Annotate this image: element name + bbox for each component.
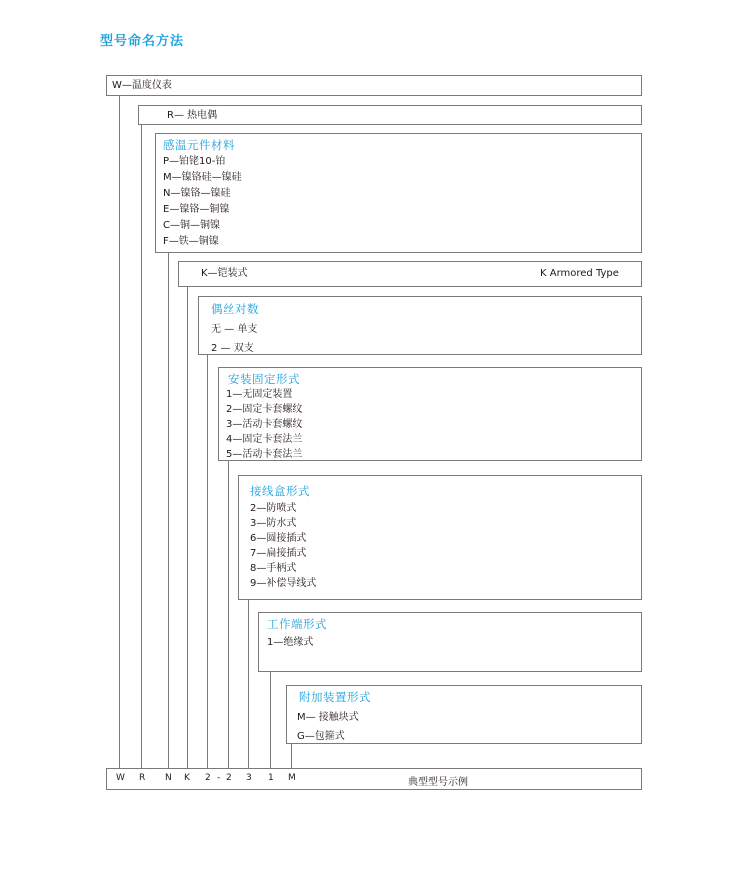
- list-item: 1—绝缘式: [267, 637, 314, 648]
- list-item: E—镍铬—铜镍: [163, 204, 230, 215]
- connector-line-end: [270, 671, 271, 769]
- model-char-k: K: [184, 773, 190, 783]
- junction-heading: 接线盒形式: [250, 484, 310, 498]
- model-char-n: N: [165, 773, 172, 783]
- mounting-heading: 安装固定形式: [228, 372, 300, 386]
- accessory-list: [297, 708, 359, 746]
- connector-line-acc: [291, 743, 292, 769]
- list-item: 2—固定卡套螺纹: [226, 404, 303, 415]
- list-item: 8—手柄式: [250, 563, 297, 574]
- list-item: 5—活动卡套法兰: [226, 449, 303, 460]
- list-item: 3—防水式: [250, 518, 297, 529]
- list-item: 4—固定卡套法兰: [226, 434, 303, 445]
- model-char-dash: -: [217, 773, 221, 783]
- list-item: 3—活动卡套螺纹: [226, 419, 303, 430]
- armored-english: K Armored Type: [540, 268, 619, 279]
- armored-label: K—铠装式: [201, 268, 248, 279]
- connector-line-pairs: [207, 354, 208, 769]
- connector-line-w: [119, 95, 120, 769]
- list-item: F—铁—铜镍: [163, 236, 219, 247]
- list-item: 2 — 双支: [211, 343, 254, 354]
- level2-label: R— 热电偶: [167, 110, 218, 121]
- pairs-heading: 偶丝对数: [211, 302, 259, 316]
- material-list: [163, 154, 242, 250]
- accessory-box: [286, 685, 642, 744]
- connector-line-k: [187, 286, 188, 769]
- list-item: 无 — 单支: [211, 324, 258, 335]
- list-item: 1—无固定装置: [226, 389, 293, 400]
- connector-line-box: [248, 599, 249, 769]
- junction-list: [250, 501, 316, 591]
- pairs-box: [198, 296, 642, 355]
- junction-box: [238, 475, 642, 600]
- model-char-2a: 2: [205, 773, 211, 783]
- level1-box: [106, 75, 642, 96]
- list-item: N—镍铬—镍硅: [163, 188, 231, 199]
- list-item: C—铜—铜镍: [163, 220, 220, 231]
- connector-line-r: [141, 124, 142, 769]
- example-caption: 典型型号示例: [408, 777, 468, 788]
- material-heading: 感温元件材料: [163, 138, 235, 152]
- connector-line-n: [168, 252, 169, 769]
- list-item: M— 接触块式: [297, 712, 359, 723]
- model-char-3: 3: [246, 773, 252, 783]
- material-box: [155, 133, 642, 253]
- accessory-heading: 附加装置形式: [299, 690, 371, 704]
- model-char-m: M: [288, 773, 296, 783]
- mounting-box: [218, 367, 642, 461]
- level2-box: [138, 105, 642, 125]
- list-item: M—镍铬硅—镍硅: [163, 172, 242, 183]
- model-char-2b: 2: [226, 773, 232, 783]
- mounting-list: [226, 387, 302, 462]
- armored-box: [178, 261, 642, 287]
- list-item: P—铂铑10-铂: [163, 156, 226, 167]
- list-item: 2—防喷式: [250, 503, 297, 514]
- model-char-w: W: [116, 773, 125, 783]
- page-title: 型号命名方法: [100, 34, 185, 49]
- level1-label: W—温度仪表: [112, 80, 172, 91]
- working-end-box: [258, 612, 642, 672]
- working-end-heading: 工作端形式: [267, 617, 327, 631]
- working-end-list: [267, 635, 313, 651]
- model-char-1: 1: [268, 773, 274, 783]
- connector-line-mount: [228, 460, 229, 769]
- model-char-r: R: [139, 773, 146, 783]
- list-item: 7—扁接插式: [250, 548, 307, 559]
- list-item: G—包箍式: [297, 731, 345, 742]
- pairs-list: [211, 320, 257, 358]
- list-item: 6—圆接插式: [250, 533, 307, 544]
- list-item: 9—补偿导线式: [250, 578, 317, 589]
